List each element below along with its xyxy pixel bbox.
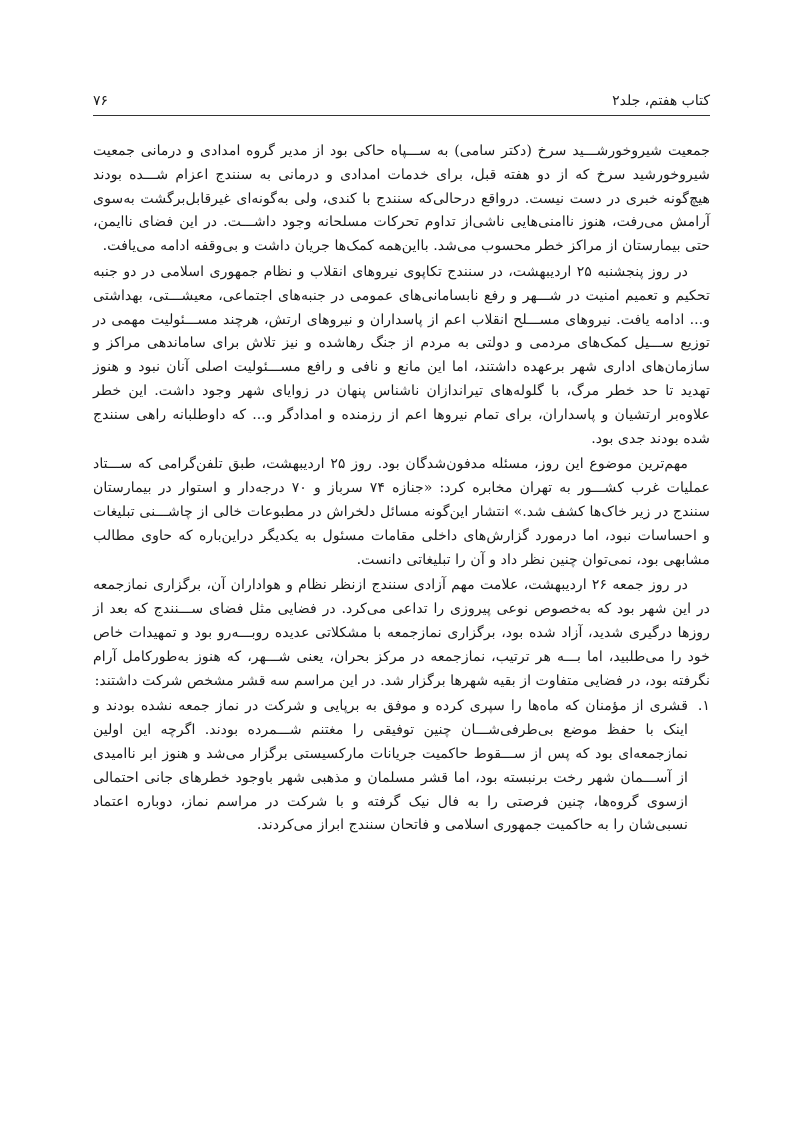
list-item bbox=[93, 695, 710, 838]
list-item-text: قشری از مؤمنان که ماه‌ها را سپری کرده و موفق به برپایی و شرکت در نماز جمعه نشده بودند و اینک با حفظ موضع بی‌طرفی‌شـــان چنین توفیقی را مغتنم شـــمرده بودند. اگرچه این اولین نمازجمعه‌ای بود که پس از ســـقوط حاکمیت جریانات مارکسیستی برگزار می‌شد و هنوز ابر ناامیدی از آســـمان شهر رخت برنبسته بود، اما قشر مسلمان و مذهبی شهر باوجود خطرهای جانی احتمالی ازسوی گروه‌ها، چنین فرصتی را به فال نیک گرفته و با شرکت در مراسم نماز، دوباره اعتماد نسبی‌شان را به حاکمیت جمهوری اسلامی و فاتحان سنندج ابراز می‌کردند. bbox=[93, 698, 688, 834]
paragraph: جمعیت شیروخورشـــید سرخ (دکتر سامی) به ســـپاه حاکی بود از مدیر گروه امدادی و درمانی جمعیت شیروخورشید سرخ که از دو هفته قبل، برای خدمات امدادی و درمانی به سنندج اعزام شـــده بودند هیچ‌گونه خبری در دست نیست. درواقع درحالی‌که سنندج با کندی، ولی به‌گونه‌ای غیرقابل‌برگشت به‌سوی آرامش می‌رفت، هنوز ناامنی‌هایی ناشی‌از تداوم تحرکات مسلحانه وجود داشـــت. در این فضای ناایمن، حتی بیمارستان از مراکز خطر محسوب می‌شد. بااین‌همه کمک‌ها جریان داشت و بی‌وقفه ادامه می‌یافت. bbox=[93, 143, 710, 255]
main-text bbox=[93, 140, 710, 838]
list-marker: ۱. bbox=[697, 698, 710, 715]
running-header bbox=[93, 82, 710, 116]
page-number: ۷۶ bbox=[93, 93, 109, 109]
paragraph: در روز پنجشنبه ۲۵ اردیبهشت، در سنندج تکاپوی نیروهای انقلاب و نظام جمهوری اسلامی در دو جنبه تحکیم و تعمیم امنیت در شـــهر و رفع نابسامانی‌های عمومی در جنبه‌های اجتماعی، معیشـــتی، بهداشتی و... ادامه یافت. نیروهای مســـلح انقلاب اعم از پاسداران و نیروهای ارتش، هرچند مســـئولیت مهمی در توزیع ســـیل کمک‌های مردمی و دولتی به مردم از جنگ رهاشده و نیز تلاش برای ساماندهی مراکز و سازمان‌های اداری شهر برعهده داشتند، اما این مانع و نافی و رافع مســـئولیت اصلی آنان نبود و هنوز تهدید تا حد خطر مرگ، با گلوله‌های تیراندازان ناشناس پنهان در زوایای شهر وجود داشت. این خطر علاوه‌بر ارتشیان و پاسداران، برای تمام نیروها اعم از رزمنده و امدادگر و... که داوطلبانه راهی سنندج شده بودند جدی بود. bbox=[93, 263, 710, 447]
paragraph: مهم‌ترین موضوع این روز، مسئله مدفون‌شدگان بود. روز ۲۵ اردیبهشت، طبق تلفن‌گرامی که ســـتاد عملیات غرب کشـــور به تهران مخابره کرد: «جنازه ۷۴ سرباز و ۷۰ درجه‌دار و استوار در بیمارستان سنندج در زیر خاک‌ها کشف شد.» انتشار این‌گونه مسائل دلخراش در مطبوعات خالی از چاشـــنی تبلیغات و احساسات نبود، اما درمورد گزارش‌های داخلی مقامات مسئول به یکدیگر دراین‌باره که حاوی مطالب مشابهی بود، نمی‌توان چنین نظر داد و آن را تبلیغاتی دانست. bbox=[93, 456, 710, 568]
paragraph: در روز جمعه ۲۶ اردیبهشت، علامت مهم آزادی سنندج ازنظر نظام و هواداران آن، برگزاری نمازجمعه در این شهر بود که به‌خصوص نوعی پیروزی را تداعی می‌کرد. در فضایی مثل فضای ســـنندج که بعد از روزها درگیری شدید، آزاد شده بود، برگزاری نمازجمعه با مشکلاتی عدیده روبـــه‌رو بود و تمهیدات خاص خود را می‌طلبید، اما بـــه هر ترتیب، نمازجمعه در مرکز بحران، یعنی شـــهر، که هنوز به‌طورکامل آرام نگرفته بود، در فضایی متفاوت از بقیه شهرها برگزار شد. در این مراسم سه قشر مشخص شرکت داشتند: bbox=[93, 577, 710, 689]
book-title: کتاب هفتم، جلد۲ bbox=[612, 93, 710, 109]
